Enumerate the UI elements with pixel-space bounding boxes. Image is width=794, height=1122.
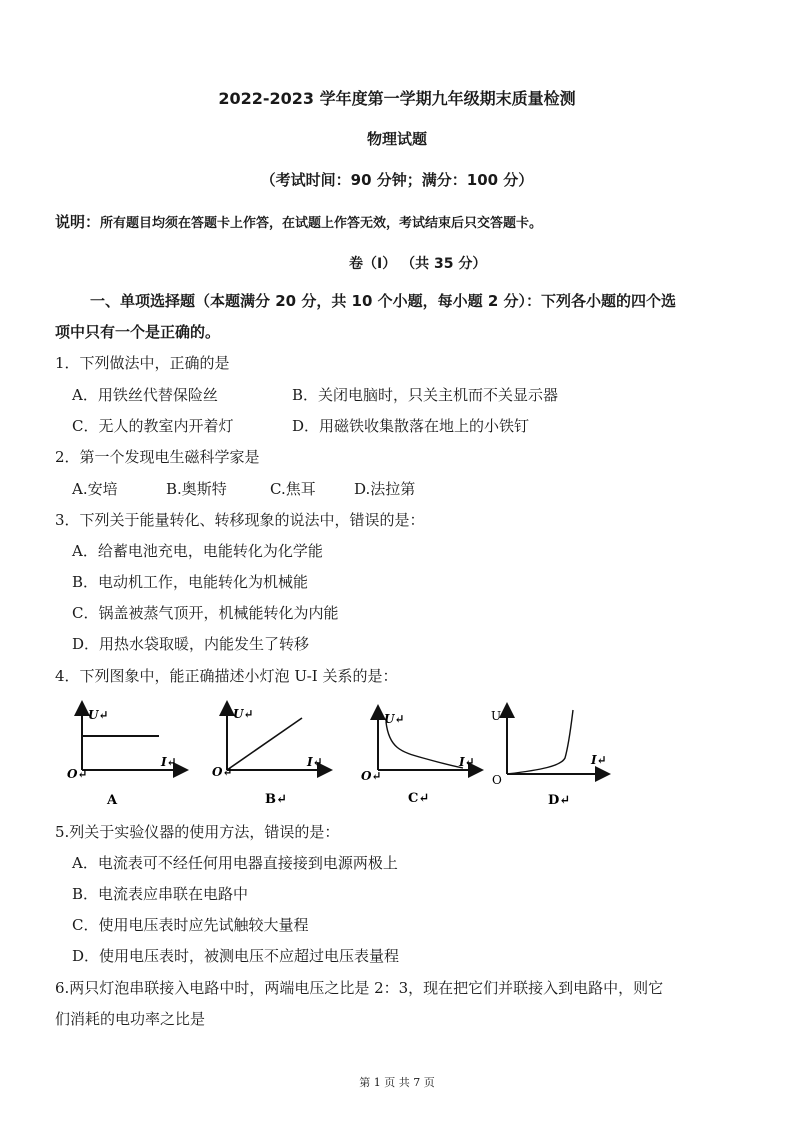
q3-option-d: D．用热水袋取暖，内能发生了转移: [72, 635, 310, 653]
instructions: [55, 211, 542, 232]
q6-stem-line2: 们消耗的电功率之比是: [55, 1010, 206, 1028]
graph-b: [212, 704, 329, 807]
graph-b-x-label: I↵: [307, 755, 323, 769]
section-heading-line1: 一、单项选择题（本题满分 20 分，共 10 个小题，每小题 2 分）：下列各小题的四个选: [90, 292, 677, 310]
q1-option-b: B．关闭电脑时，只关主机而不关显示器: [292, 386, 559, 404]
graph-c-label: C↵: [408, 791, 430, 806]
graph-a-label: A: [107, 793, 118, 808]
graph-d: [491, 706, 607, 808]
q1-option-d: D．用磁铁收集散落在地上的小铁钉: [292, 417, 530, 435]
exam-info: （考试时间：90 分钟；满分：100 分）: [260, 171, 534, 189]
graph-a-y-label: U↵: [88, 708, 109, 722]
section-heading-line2: 项中只有一个是正确的。: [55, 323, 221, 341]
q3-option-a: A．给蓄电池充电，电能转化为化学能: [72, 542, 323, 560]
q3-option-b: B．电动机工作，电能转化为机械能: [72, 573, 309, 591]
q6-stem-line1: 6.两只灯泡串联接入电路中时，两端电压之比是 2：3，现在把它们并联接入到电路中，则它: [55, 979, 664, 997]
graph-c-origin: O↵: [361, 769, 382, 783]
q2-stem: 2．第一个发现电生磁科学家是: [55, 448, 260, 466]
q5-option-d: D．使用电压表时，被测电压不应超过电压表量程: [72, 947, 400, 965]
q5-option-b: B．电流表应串联在电路中: [72, 885, 249, 903]
q2-option-d: D.法拉第: [354, 480, 416, 498]
graph-d-x-label: I↵: [591, 753, 607, 767]
q5-option-c: C．使用电压表时应先试触较大量程: [72, 916, 309, 934]
q3-stem: 3．下列关于能量转化、转移现象的说法中，错误的是：: [55, 511, 425, 529]
graph-a-origin: O↵: [67, 767, 88, 781]
graph-c: [361, 708, 480, 806]
q1-option-a: A．用铁丝代替保险丝: [72, 386, 218, 404]
q5-stem: 5.列关于实验仪器的使用方法，错误的是：: [55, 823, 340, 841]
graph-d-y-label: U: [491, 709, 502, 723]
q1-option-c: C．无人的教室内开着灯: [72, 417, 234, 435]
q4-graphs: [55, 696, 615, 812]
graph-c-curve: [386, 722, 463, 768]
q2-option-c: C.焦耳: [270, 480, 316, 498]
q3-option-c: C．锅盖被蒸气顶开，机械能转化为内能: [72, 604, 339, 622]
instructions-label: 说明：: [55, 213, 101, 231]
instructions-text: 所有题目均须在答题卡上作答，在试题上作答无效，考试结束后只交答题卡。: [100, 216, 543, 231]
graph-b-label: B↵: [265, 792, 287, 807]
q2-option-b: B.奥斯特: [166, 480, 227, 498]
graph-b-curve: [227, 718, 302, 770]
graph-b-origin: O↵: [212, 765, 233, 779]
page-number: 第 1 页 共 7 页: [359, 1076, 435, 1089]
q5-option-a: A．电流表可不经任何用电器直接接到电源两极上: [72, 854, 398, 872]
q1-stem: 1．下列做法中，正确的是: [55, 354, 230, 372]
q2-option-a: A.安培: [72, 480, 118, 498]
graph-a-x-label: I↵: [161, 755, 177, 769]
graph-a: [67, 704, 185, 808]
subject-title: 物理试题: [366, 130, 427, 148]
graph-d-origin: O: [492, 773, 502, 787]
graph-c-y-label: U↵: [384, 712, 405, 726]
volume-heading: 卷（I） （共 35 分）: [349, 256, 487, 272]
graph-d-label: D↵: [548, 793, 571, 808]
graph-d-curve: [507, 710, 573, 774]
graph-c-x-label: I↵: [459, 755, 475, 769]
q4-stem: 4．下列图象中，能正确描述小灯泡 U-I 关系的是：: [55, 667, 398, 685]
exam-title: 2022-2023 学年度第一学期九年级期末质量检测: [218, 89, 576, 108]
graph-b-y-label: U↵: [233, 707, 254, 721]
